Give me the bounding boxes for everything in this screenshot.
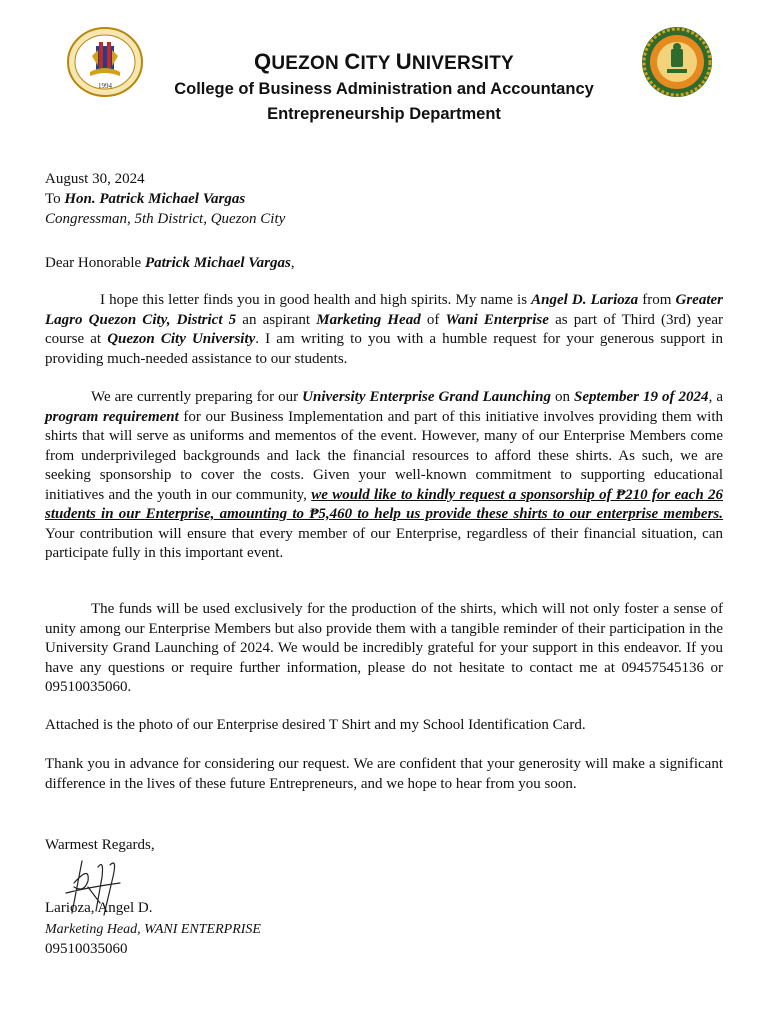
- salutation: Dear Honorable Patrick Michael Vargas,: [45, 255, 295, 271]
- qcu-business-college-seal-icon: [640, 25, 714, 99]
- college-name: College of Business Administration and Accountancy: [174, 80, 594, 98]
- closing: Warmest Regards,: [45, 837, 155, 853]
- paragraph-thanks: Thank you in advance for considering our request. We are confident that your generosity will make a significant difference in the lives of these future Entrepreneurs, and we hope to hear from you soon.: [45, 756, 723, 792]
- university-name: QUEZON CITY UNIVERSITY: [254, 49, 514, 74]
- addressee-name: Hon. Patrick Michael Vargas: [64, 191, 246, 207]
- paragraph-introduction: I hope this letter finds you in good health and high spirits. My name is Angel D. Larioza from Greater Lagro Quezon City, District 5 an aspirant Marketing Head of Wani Enterprise as part of Third (3rd) year course at Quezon City University. I am writing to you with a humble request for your generous support in providing much-needed assistance to our students.: [45, 292, 723, 367]
- paragraph-request: We are currently preparing for our University Enterprise Grand Launching on September 19 of 2024, a program requirement for our Business Implementation and part of this initiative involves providing them with shirts that will serve as uniforms and mementos of the event. However, many of our Enterprise Members come from underprivileged backgrounds and lack the financial resources to afford these shirts. As such, we are seeking sponsorship to cover the costs. Given your well-known commitment to supporting educational initiatives and the youth in our community, we would like to kindly request a sponsorship of ₱210 for each 26 students in our Enterprise, amounting to ₱5,460 to help us provide these shirts to our enterprise members. Your contribution will ensure that every member of our Enterprise, regardless of their financial situation, can participate fully in this important event.: [45, 389, 723, 561]
- salutation-name: Patrick Michael Vargas: [144, 255, 291, 271]
- signer-phone: 09510035060: [45, 941, 128, 957]
- signer-name: Larioza, Angel D.: [45, 900, 153, 916]
- letter-date: August 30, 2024: [45, 171, 145, 187]
- department-name: Entrepreneurship Department: [267, 105, 501, 123]
- signer-title: Marketing Head, WANI ENTERPRISE: [45, 922, 261, 937]
- addressee-title: Congressman, 5th District, Quezon City: [45, 211, 286, 227]
- paragraph-funds: The funds will be used exclusively for the production of the shirts, which will not only foster a sense of unity among our Enterprise Members but also provide them with a tangible reminder of their participation in the University Grand Launching of 2024. We would be incredibly grateful for your support in this endeavor. If you have any questions or require further information, please do not hesitate to contact me at 09457545136 or 09510035060.: [45, 601, 723, 695]
- addressee: To Hon. Patrick Michael Vargas: [45, 191, 246, 207]
- qcu-polytechnic-seal-icon: [66, 26, 144, 98]
- seal-year: 1994: [98, 82, 112, 90]
- sponsorship-request: we would like to kindly request a sponsorship of ₱210 for each 26 students in our Enterprise, amounting to ₱5,460 to help us provide these shirts to our enterprise members.: [45, 486, 723, 522]
- paragraph-attachment: Attached is the photo of our Enterprise desired T Shirt and my School Identification Card.: [45, 717, 586, 733]
